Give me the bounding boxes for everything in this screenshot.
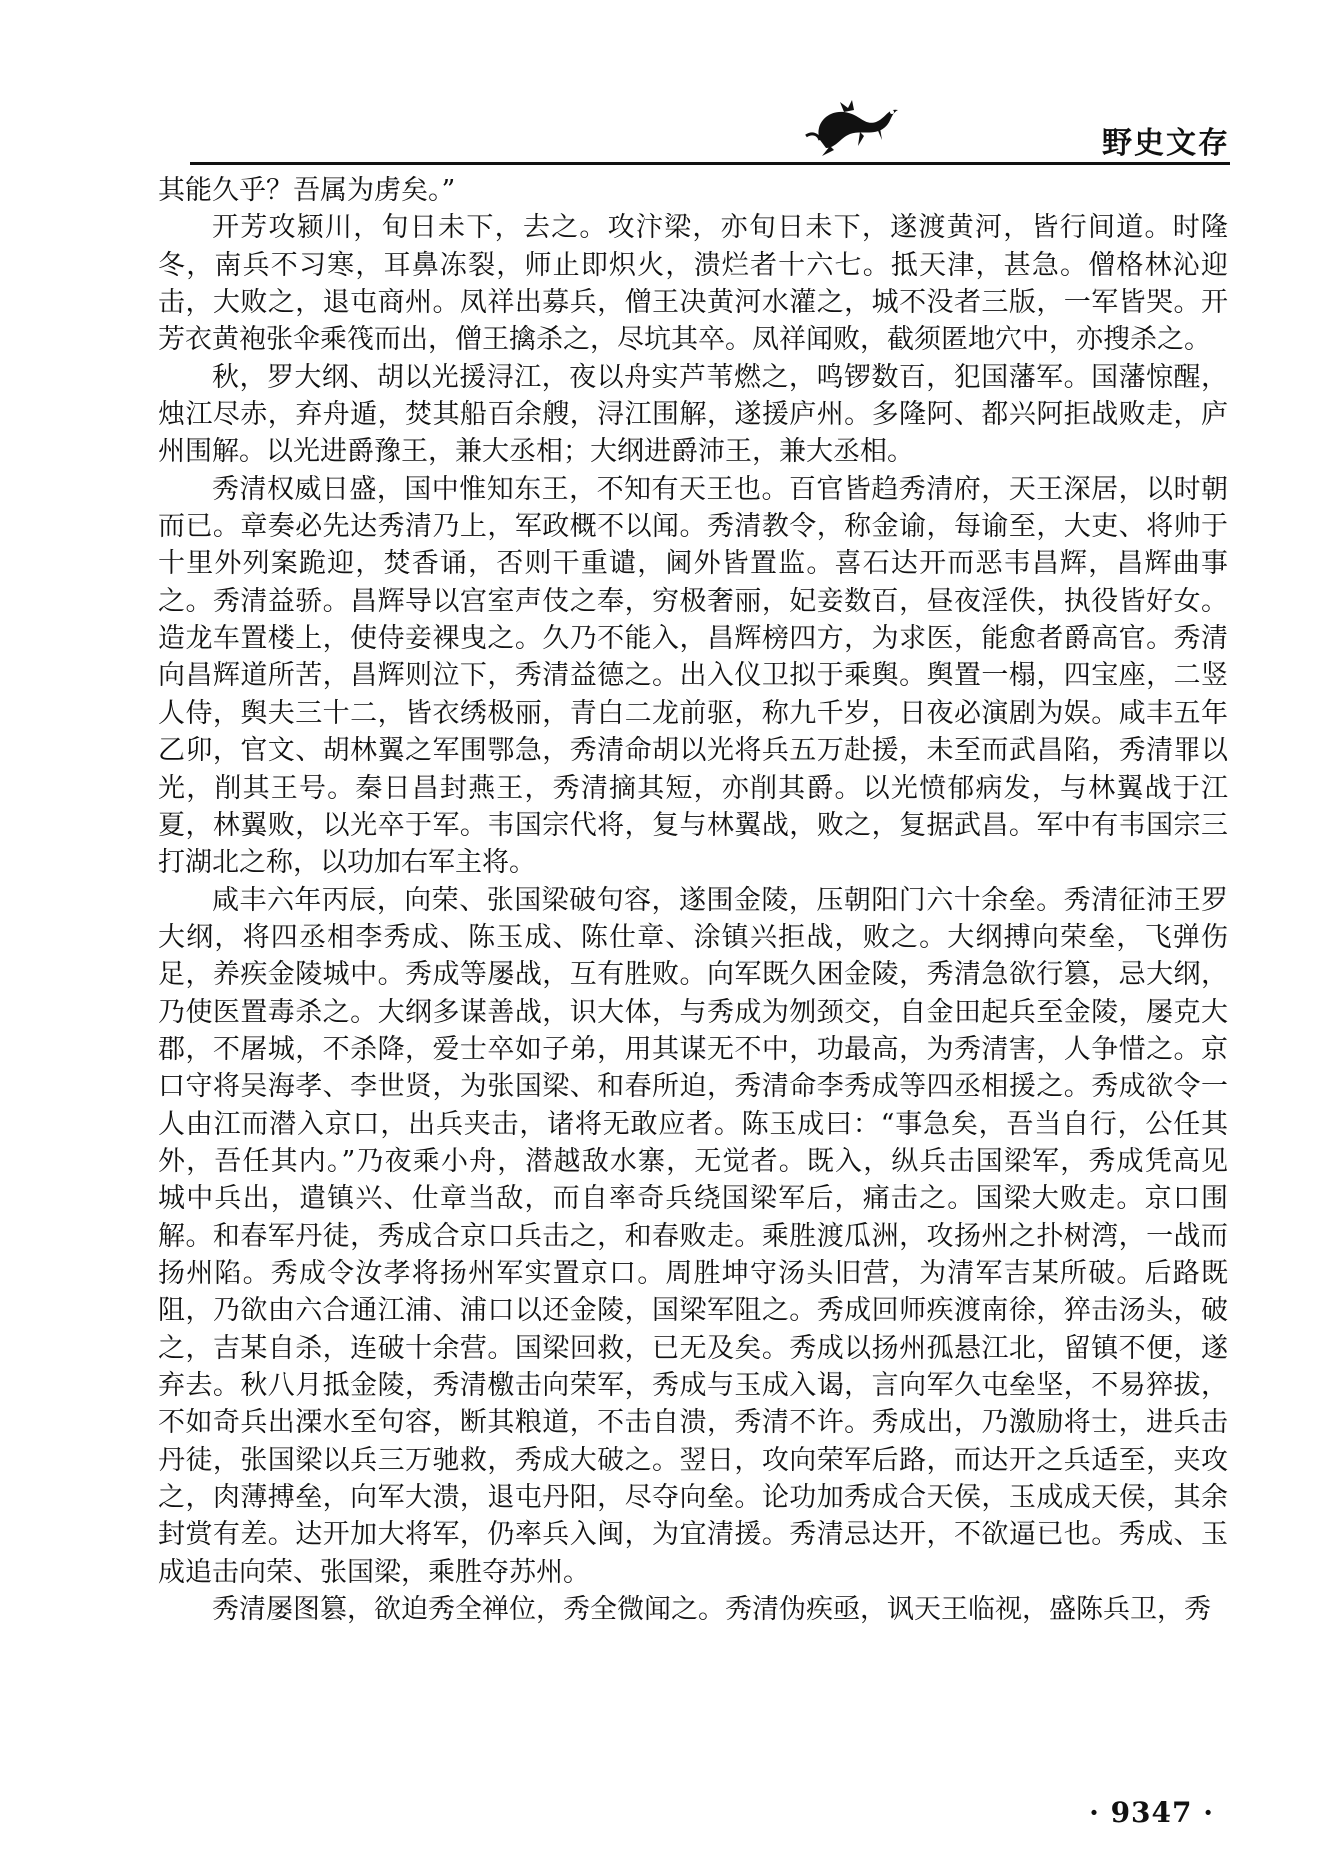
text-line: 十里外列案跪迎，焚香诵，否则干重谴，阃外皆置监。喜石达开而恶韦昌辉，昌辉曲事	[158, 548, 1228, 580]
text-line: 郡，不屠城，不杀降，爱士卒如子弟，用其谋无不中，功最高，为秀清害，人争惜之。京	[158, 1033, 1228, 1065]
text-line: 冬，南兵不习寒，耳鼻冻裂，师止即炽火，溃烂者十六七。抵天津，甚急。僧格林沁迎	[158, 249, 1228, 281]
text-line: 夏，林翼败，以光卒于军。韦国宗代将，复与林翼战，败之，复据武昌。军中有韦国宗三	[158, 809, 1228, 841]
body-text	[158, 172, 1228, 1628]
text-line: 之，吉某自杀，连破十余营。国梁回救，已无及矣。秀成以扬州孤悬江北，留镇不便，遂	[158, 1332, 1228, 1364]
text-line: 乙卯，官文、胡林翼之军围鄂急，秀清命胡以光将兵五万赴援，未至而武昌陷，秀清罪以	[158, 735, 1228, 767]
text-line: 足，养疾金陵城中。秀成等屡战，互有胜败。向军既久困金陵，秀清急欲行篡，忌大纲，	[158, 959, 1228, 991]
text-line: 秀清屡图篡，欲迫秀全禅位，秀全微闻之。秀清伪疾亟，讽天王临视，盛陈兵卫，秀	[212, 1594, 1211, 1626]
text-line: 弃去。秋八月抵金陵，秀清檄击向荣军，秀成与玉成入谒，言向军久屯垒坚，不易猝拔，	[158, 1370, 1228, 1401]
text-line: 向昌辉道所苦，昌辉则泣下，秀清益德之。出入仪卫拟于乘舆。舆置一榻，四宝座，二竖	[158, 660, 1228, 692]
text-line: 人由江而潜入京口，出兵夹击，诸将无敢应者。陈玉成曰：“事急矣，吾当自行，公任其	[158, 1108, 1228, 1140]
paragraph	[158, 471, 1228, 882]
text-line: 大纲，将四丞相李秀成、陈玉成、陈仕章、涂镇兴拒战，败之。大纲搏向荣垒，飞弹伤	[158, 921, 1228, 953]
text-line: 不如奇兵出溧水至句容，断其粮道，不击自溃，秀清不许。秀成出，乃激励将士，进兵击	[158, 1407, 1228, 1439]
text-line: 人侍，舆夫三十二，皆衣绣极丽，青白二龙前驱，称九千岁，日夜必演剧为娱。咸丰五年	[158, 697, 1228, 729]
text-line: 之，肉薄搏垒，向军大溃，退屯丹阳，尽夺向垒。论功加秀成合天侯，玉成成天侯，其余	[158, 1482, 1228, 1514]
text-line: 击，大败之，退屯商州。凤祥出募兵，僧王决黄河水灌之，城不没者三版，一军皆哭。开	[158, 287, 1228, 319]
paragraph	[158, 359, 1228, 471]
text-line: 阻，乃欲由六合通江浦、浦口以还金陵，国梁军阻之。秀成回师疾渡南徐，猝击汤头，破	[158, 1295, 1228, 1327]
page-number: · 9347 ·	[1089, 1796, 1214, 1829]
text-line: 光，削其王号。秦日昌封燕王，秀清摘其短，亦削其爵。以光愤郁病发，与林翼战于江	[158, 772, 1228, 804]
text-line: 开芳攻颍川，旬日未下，去之。攻汴梁，亦旬日未下，遂渡黄河，皆行间道。时隆	[212, 212, 1228, 244]
text-line: 口守将吴海孝、李世贤，为张国梁、和春所迫，秀清命李秀成等四丞相援之。秀成欲令一	[158, 1071, 1228, 1103]
text-line: 烛江尽赤，弃舟遁，焚其船百余艘，浔江围解，遂援庐州。多隆阿、都兴阿拒战败走，庐	[158, 399, 1228, 431]
paragraph	[158, 209, 1228, 358]
text-line: 秋，罗大纲、胡以光援浔江，夜以舟实芦苇燃之，鸣锣数百，犯国藩军。国藩惊醒，	[212, 361, 1228, 393]
text-line: 而已。章奏必先达秀清乃上，军政概不以闻。秀清教令，称金谕，每谕至，大吏、将帅于	[158, 511, 1228, 543]
series-title: 野史文存	[1102, 126, 1230, 161]
text-line: 扬州陷。秀成令汝孝将扬州军实置京口。周胜坤守汤头旧营，为清军吉某所破。后路既	[158, 1257, 1228, 1289]
paragraph	[158, 1591, 1228, 1628]
text-line: 封赏有差。达开加大将军，仍率兵入闽，为宜清援。秀清忌达开，不欲逼已也。秀成、玉	[158, 1519, 1228, 1551]
paragraph	[158, 172, 1228, 209]
text-line: 造龙车置楼上，使侍妾裸曳之。久乃不能入，昌辉榜四方，为求医，能愈者爵高官。秀清	[158, 623, 1228, 655]
text-line: 解。和春军丹徒，秀成合京口兵击之，和春败走。乘胜渡瓜洲，攻扬州之扑树湾，一战而	[158, 1220, 1228, 1252]
text-line: 芳衣黄袍张伞乘筏而出，僧王擒杀之，尽坑其卒。凤祥闻败，截须匿地穴中，亦搜杀之。	[158, 324, 1211, 356]
running-header	[190, 96, 1230, 166]
header-rule	[190, 162, 1230, 165]
text-line: 乃使医置毒杀之。大纲多谋善战，识大体，与秀成为刎颈交，自金田起兵至金陵，屡克大	[158, 996, 1228, 1028]
text-line: 外，吾任其内。”乃夜乘小舟，潜越敌水寨，无觉者。既入，纵兵击国梁军，秀成凭高见	[158, 1145, 1228, 1177]
text-line: 打湖北之称，以功加右军主将。	[158, 847, 536, 879]
dragon-emblem-icon	[800, 96, 910, 158]
text-line: 其能久乎？吾属为虏矣。”	[158, 175, 456, 206]
text-line: 之。秀清益骄。昌辉导以宫室声伎之奉，穷极奢丽，妃妾数百，昼夜淫佚，执役皆好女。	[158, 585, 1228, 617]
text-line: 秀清权威日盛，国中惟知东王，不知有天王也。百官皆趋秀清府，天王深居，以时朝	[212, 473, 1228, 505]
text-line: 丹徒，张国梁以兵三万驰救，秀成大破之。翌日，攻向荣军后路，而达开之兵适至，夹攻	[158, 1444, 1228, 1476]
text-line: 城中兵出，遣镇兴、仕章当敌，而自率奇兵绕国梁军后，痛击之。国梁大败走。京口围	[158, 1183, 1228, 1215]
text-line: 州围解。以光进爵豫王，兼大丞相；大纲进爵沛王，兼大丞相。	[158, 436, 914, 468]
text-line: 成追击向荣、张国梁，乘胜夺苏州。	[158, 1556, 590, 1588]
paragraph	[158, 882, 1228, 1592]
text-line: 咸丰六年丙辰，向荣、张国梁破句容，遂围金陵，压朝阳门六十余垒。秀清征沛王罗	[212, 884, 1228, 916]
